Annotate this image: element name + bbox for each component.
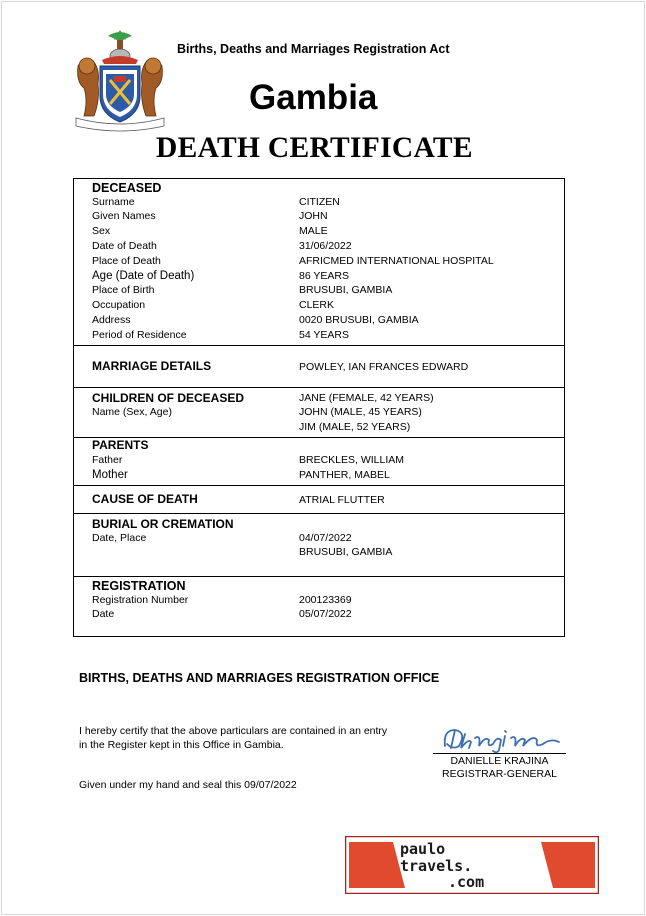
period-of-residence-value: 54 YEARS — [299, 329, 350, 341]
parents-heading: PARENTS — [92, 438, 149, 452]
sex-value: MALE — [299, 225, 328, 237]
logo-line-2: travels. — [400, 856, 473, 875]
sex-label: Sex — [92, 225, 111, 237]
date-of-death-label: Date of Death — [92, 240, 157, 252]
burial-place-value: BRUSUBI, GAMBIA — [299, 546, 393, 558]
child-2-value: JOHN (MALE, 45 YEARS) — [299, 406, 422, 418]
cause-heading: CAUSE OF DEATH — [92, 492, 198, 506]
given-names-value: JOHN — [299, 210, 328, 222]
marriage-value: POWLEY, IAN FRANCES EDWARD — [299, 361, 469, 373]
child-1-value: JANE (FEMALE, 42 YEARS) — [299, 392, 434, 404]
marriage-heading: MARRIAGE DETAILS — [92, 359, 212, 373]
mother-value: PANTHER, MABEL — [299, 469, 390, 481]
place-of-death-value: AFRICMED INTERNATIONAL HOSPITAL — [299, 255, 494, 267]
registration-number-label: Registration Number — [92, 594, 189, 606]
parents-section — [74, 437, 564, 485]
registration-section — [74, 576, 564, 637]
marriage-section — [74, 345, 564, 387]
age-label: Age (Date of Death) — [92, 270, 195, 282]
period-of-residence-label: Period of Residence — [92, 329, 187, 341]
registrar-title: REGISTRAR-GENERAL — [442, 768, 557, 780]
deceased-heading: DECEASED — [92, 181, 162, 195]
registration-heading: REGISTRATION — [92, 579, 186, 593]
place-of-birth-label: Place of Birth — [92, 284, 155, 296]
mother-label: Mother — [92, 469, 128, 481]
burial-section — [74, 513, 564, 576]
registration-date-value: 05/07/2022 — [299, 608, 352, 620]
children-label: Name (Sex, Age) — [92, 406, 172, 418]
children-heading: CHILDREN OF DECEASED — [92, 391, 245, 405]
occupation-value: CLERK — [299, 299, 335, 311]
certification-line-2: in the Register kept in this Office in Gambia. — [79, 738, 284, 751]
address-value: 0020 BRUSUBI, GAMBIA — [299, 314, 419, 326]
signature-line — [433, 753, 566, 754]
office-title: BIRTHS, DEATHS AND MARRIAGES REGISTRATION OFFICE — [79, 671, 440, 685]
cause-value: ATRIAL FLUTTER — [299, 494, 385, 506]
coat-of-arms-icon — [70, 26, 170, 134]
children-section — [74, 387, 564, 437]
burial-heading: BURIAL OR CREMATION — [92, 517, 234, 531]
father-label: Father — [92, 454, 123, 466]
logo-text — [400, 841, 540, 891]
address-label: Address — [92, 314, 131, 326]
burial-date-value: 04/07/2022 — [299, 532, 352, 544]
act-title: Births, Deaths and Marriages Registration Act — [177, 42, 450, 56]
age-value: 86 YEARS — [299, 270, 350, 282]
given-under-seal: Given under my hand and seal this 09/07/2022 — [79, 779, 297, 791]
registration-number-value: 200123369 — [299, 594, 352, 606]
registrar-signature — [441, 724, 565, 754]
child-3-value: JIM (MALE, 52 YEARS) — [299, 421, 411, 433]
surname-value: CITIZEN — [299, 196, 340, 208]
given-names-label: Given Names — [92, 210, 156, 222]
registration-date-label: Date — [92, 608, 115, 620]
registrar-name: DANIELLE KRAJINA — [450, 755, 549, 767]
place-of-birth-value: BRUSUBI, GAMBIA — [299, 284, 393, 296]
surname-label: Surname — [92, 196, 135, 208]
certificate-table — [73, 178, 565, 637]
father-value: BRECKLES, WILLIAM — [299, 454, 405, 466]
deceased-section — [74, 179, 564, 345]
logo-line-3: .com — [448, 873, 485, 891]
logo-line-1: paulo — [400, 840, 446, 858]
date-of-death-value: 31/06/2022 — [299, 240, 352, 252]
certification-line-1: I hereby certify that the above particulars are contained in an entry — [79, 725, 388, 737]
burial-label: Date, Place — [92, 532, 147, 544]
certification-text — [79, 725, 387, 752]
cause-section — [74, 485, 564, 513]
certificate-title: DEATH CERTIFICATE — [156, 132, 473, 164]
occupation-label: Occupation — [92, 299, 146, 311]
place-of-death-label: Place of Death — [92, 255, 161, 267]
country-name: Gambia — [249, 78, 378, 117]
